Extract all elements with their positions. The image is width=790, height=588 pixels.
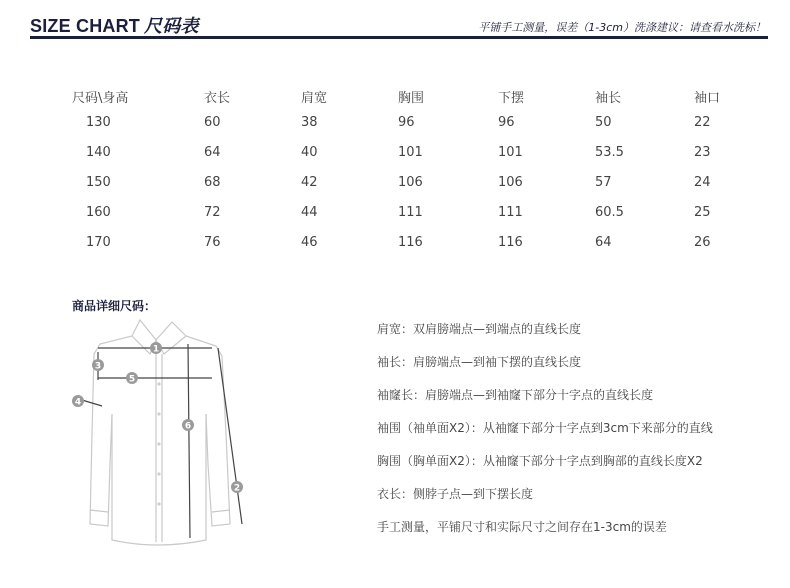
table-cell: 76 [204, 234, 221, 250]
title-chinese: 尺码表 [144, 16, 199, 36]
table-cell: 116 [398, 234, 423, 250]
note-cuff: 袖围（袖单面X2）：从袖窿下部分十字点到3cm下来部分的直线 [377, 421, 713, 435]
table-row [72, 137, 752, 167]
table-cell: 116 [498, 234, 523, 250]
note-sleeve: 袖长：肩膀端点—到袖下摆的直线长度 [377, 355, 582, 369]
table-header-row [72, 85, 752, 107]
table-cell: 64 [204, 144, 221, 160]
shirt-buttons [157, 382, 160, 505]
header-title [30, 12, 199, 38]
marker-2-label: 2 [233, 483, 241, 494]
table-cell: 42 [301, 174, 318, 190]
table-cell: 72 [204, 204, 221, 220]
table-cell: 57 [595, 174, 612, 190]
table-cell: 111 [498, 204, 523, 220]
table-cell: 25 [694, 204, 711, 220]
title-english: SIZE CHART [30, 16, 140, 36]
marker-1-label: 1 [152, 344, 160, 355]
marker-4-label: 4 [74, 397, 82, 408]
marker-6 [182, 419, 194, 432]
note-shoulder: 肩宽：双肩膀端点—到端点的直线长度 [377, 322, 582, 336]
table-cell: 22 [694, 114, 711, 130]
marker-6-label: 6 [184, 421, 192, 432]
column-header: 肩宽 [301, 90, 328, 106]
table-cell: 26 [694, 234, 711, 250]
table-cell: 111 [398, 204, 423, 220]
measurement-notes [377, 320, 713, 551]
table-cell: 96 [398, 114, 415, 130]
table-row [72, 167, 752, 197]
length-line [188, 344, 190, 538]
size-table [72, 85, 752, 257]
note-armhole: 袖窿长：肩膀端点—到袖窿下部分十字点的直线长度 [377, 388, 654, 402]
note-chest: 胸围（胸单面X2）：从袖窿下部分十字点到胸部的直线长度X2 [377, 454, 703, 468]
note-length: 衣长：侧脖子点—到下摆长度 [377, 487, 534, 501]
shirt-diagram [60, 314, 270, 564]
table-cell: 96 [498, 114, 515, 130]
table-cell: 46 [301, 234, 318, 250]
marker-3-label: 3 [94, 361, 102, 372]
table-cell: 68 [204, 174, 221, 190]
sleeve-line [218, 348, 242, 524]
table-cell: 64 [595, 234, 612, 250]
table-cell: 23 [694, 144, 711, 160]
table-cell: 50 [595, 114, 612, 130]
measurement-note: 平铺手工测量，误差（1-3cm）洗涤建议：请查看水洗标！ [478, 21, 766, 34]
table-cell: 101 [398, 144, 423, 160]
marker-2 [231, 481, 243, 494]
note-tolerance: 手工测量，平铺尺寸和实际尺寸之间存在1-3cm的误差 [377, 520, 667, 534]
table-cell: 40 [301, 144, 318, 160]
marker-5 [126, 372, 138, 385]
table-cell: 106 [398, 174, 423, 190]
detail-heading: 商品详细尺码： [72, 299, 157, 313]
table-cell: 160 [86, 204, 111, 220]
table-row [72, 107, 752, 137]
column-header: 下摆 [498, 90, 525, 106]
marker-4 [72, 395, 84, 408]
table-cell: 140 [86, 144, 111, 160]
marker-5-label: 5 [128, 374, 136, 385]
table-cell: 38 [301, 114, 318, 130]
header-divider [30, 36, 768, 39]
table-cell: 106 [498, 174, 523, 190]
column-header: 衣长 [204, 90, 231, 106]
shirt-outline [90, 320, 230, 545]
table-cell: 170 [86, 234, 111, 250]
table-cell: 101 [498, 144, 523, 160]
table-cell: 60.5 [595, 204, 624, 220]
cuff-line [82, 400, 102, 406]
table-row [72, 197, 752, 227]
column-header: 袖口 [694, 90, 721, 106]
measurement-markers [72, 342, 243, 494]
table-cell: 53.5 [595, 144, 624, 160]
table-cell: 150 [86, 174, 111, 190]
table-row [72, 227, 752, 257]
column-header: 胸围 [398, 90, 425, 106]
table-cell: 44 [301, 204, 318, 220]
column-header: 袖长 [595, 90, 622, 106]
table-cell: 60 [204, 114, 221, 130]
marker-1 [150, 342, 162, 355]
column-header: 尺码\身高 [72, 90, 129, 106]
table-cell: 24 [694, 174, 711, 190]
table-cell: 130 [86, 114, 111, 130]
